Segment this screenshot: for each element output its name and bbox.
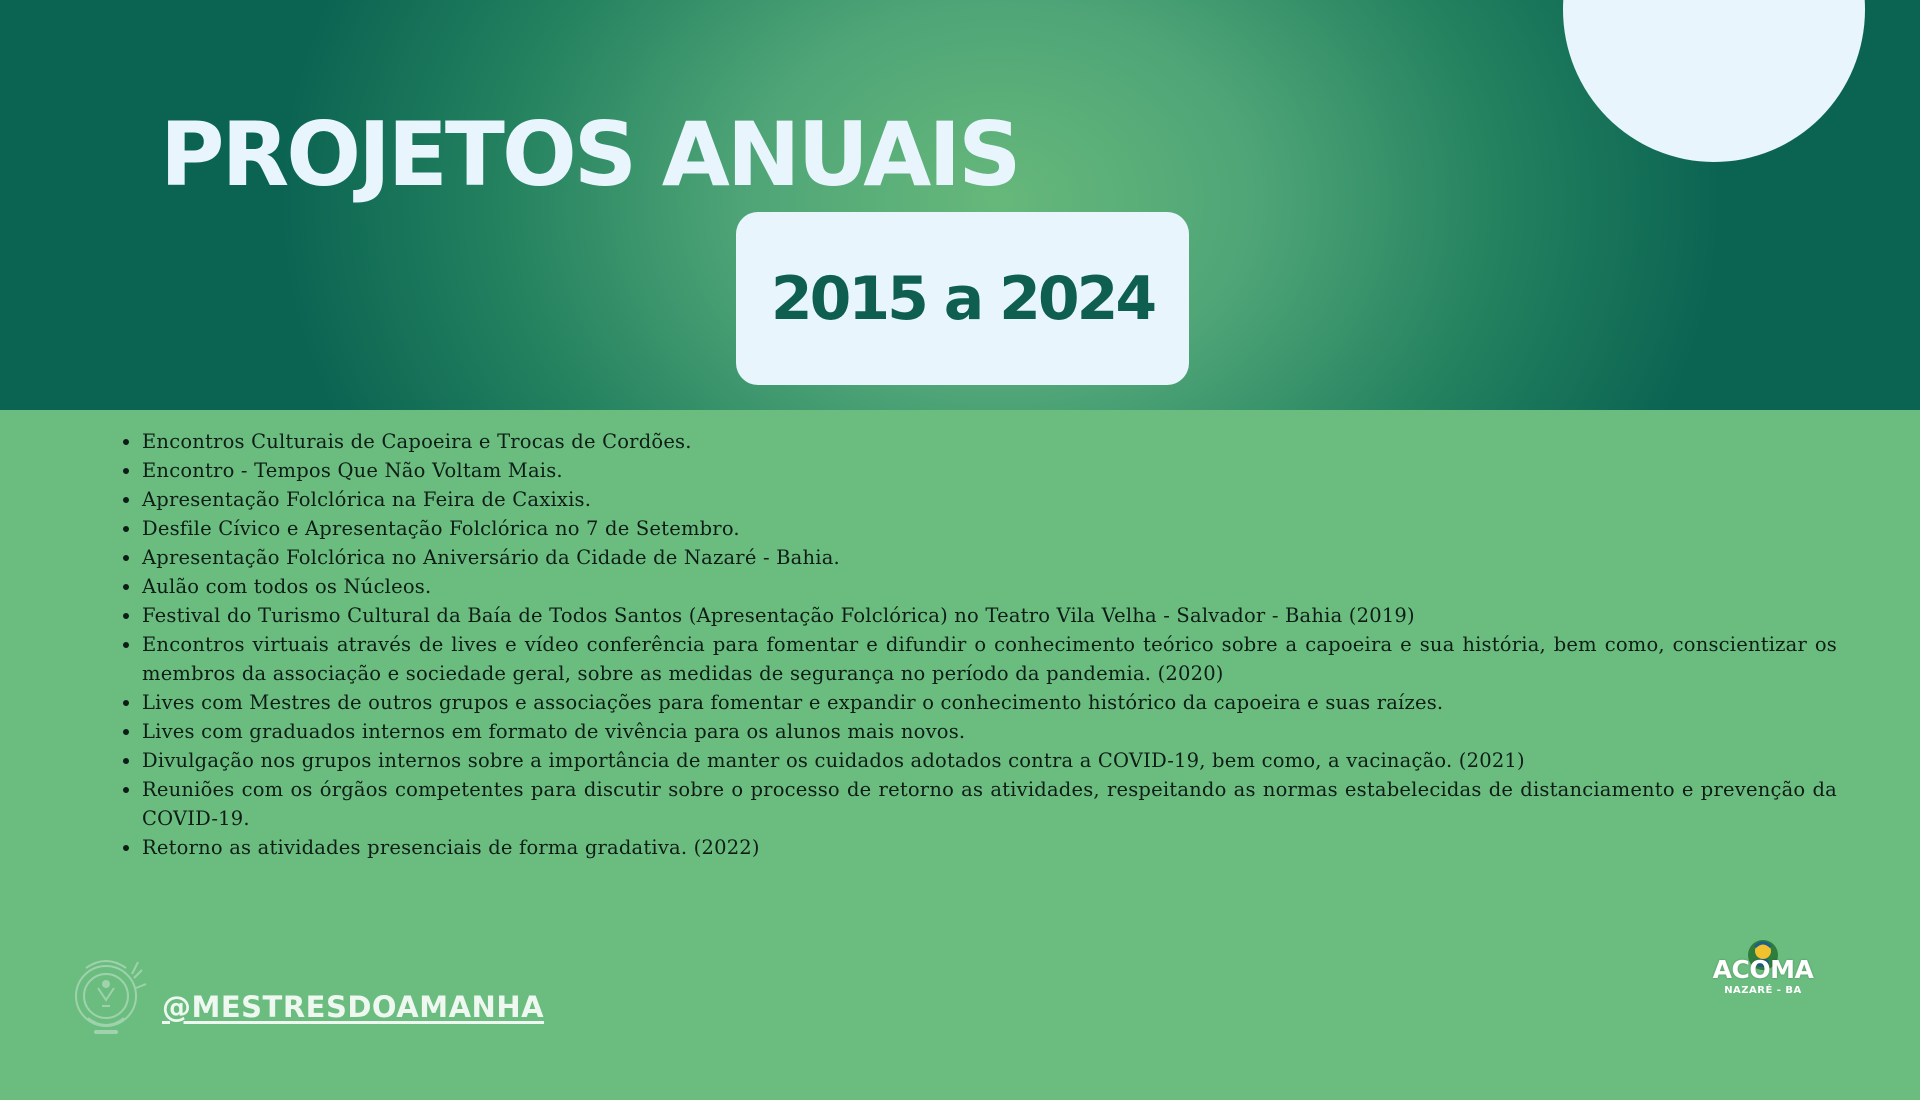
page-title: PROJETOS ANUAIS <box>160 103 1019 206</box>
list-item: Aulão com todos os Núcleos. <box>142 572 1837 601</box>
list-item: Apresentação Folclórica no Aniversário da Cidade de Nazaré - Bahia. <box>142 543 1837 572</box>
period-badge <box>736 212 1189 385</box>
capoeira-group-seal-icon <box>68 948 148 1038</box>
org-location: NAZARÉ - BA <box>1724 985 1802 996</box>
list-item: Encontros virtuais através de lives e vídeo conferência para fomentar e difundir o conhecimento teórico sobre a capoeira e sua história, bem como, conscientizar os membros da associação e sociedade geral, sobre as medidas de segurança no período da pandemia. (2020) <box>142 630 1837 688</box>
list-item: Lives com graduados internos em formato de vivência para os alunos mais novos. <box>142 717 1837 746</box>
header-banner <box>0 0 1920 410</box>
period-label: 2015 a 2024 <box>770 263 1155 334</box>
social-handle-link[interactable]: @MESTRESDOAMANHA <box>162 990 545 1024</box>
list-item: Retorno as atividades presenciais de forma gradativa. (2022) <box>142 833 1837 862</box>
list-item: Encontro - Tempos Que Não Voltam Mais. <box>142 456 1837 485</box>
list-item: Lives com Mestres de outros grupos e associações para fomentar e expandir o conhecimento histórico da capoeira e suas raízes. <box>142 688 1837 717</box>
list-item: Festival do Turismo Cultural da Baía de Todos Santos (Apresentação Folclórica) no Teatro Vila Velha - Salvador - Bahia (2019) <box>142 601 1837 630</box>
list-item: Apresentação Folclórica na Feira de Caxixis. <box>142 485 1837 514</box>
decorative-circle <box>1563 0 1865 162</box>
projects-list <box>118 427 1837 862</box>
list-item: Divulgação nos grupos internos sobre a importância de manter os cuidados adotados contra a COVID-19, bem como, a vacinação. (2021) <box>142 746 1837 775</box>
list-item: Encontros Culturais de Capoeira e Trocas de Cordões. <box>142 427 1837 456</box>
list-item: Reuniões com os órgãos competentes para discutir sobre o processo de retorno as atividades, respeitando as normas estabelecidas de distanciamento e prevenção da COVID-19. <box>142 775 1837 833</box>
list-item: Desfile Cívico e Apresentação Folclórica no 7 de Setembro. <box>142 514 1837 543</box>
org-name: ACOMA <box>1712 955 1814 984</box>
org-logo <box>1708 935 1818 1005</box>
